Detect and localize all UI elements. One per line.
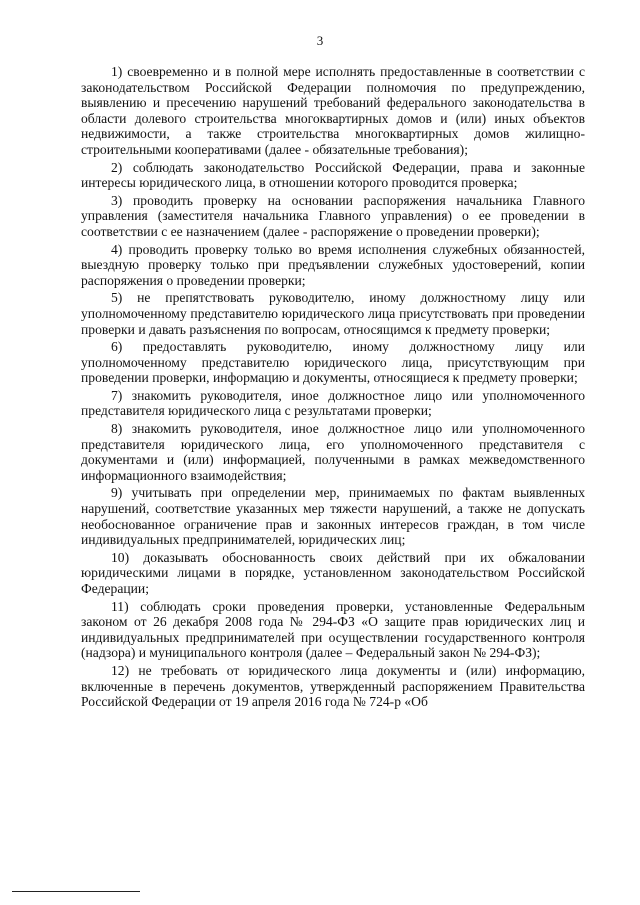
- document-body: [81, 64, 585, 712]
- paragraph-5: 5) не препятствовать руководителю, иному должностному лицу или уполномоченному представителю юридического лица присутствовать при проведении проверки и давать разъяснения по вопросам, относящимся к предмету проверки;: [81, 290, 585, 337]
- paragraph-4: 4) проводить проверку только во время исполнения служебных обязанностей, выездную проверку только при предъявлении служебных удостоверений, копии распоряжения о проведении проверки;: [81, 241, 585, 288]
- paragraph-8: 8) знакомить руководителя, иное должностное лицо или уполномоченного представителя юридического лица, его уполномоченного представителя с документами и (или) информацией, полученными в рамках межведомственного информационного взаимодействия;: [81, 421, 585, 483]
- paragraph-11: 11) соблюдать сроки проведения проверки, установленные Федеральным законом от 26 декабря 2008 года № 294-ФЗ «О защите прав юридических лиц и индивидуальных предпринимателей при осуществлении государственного контроля (надзора) и муниципального контроля (далее – Федеральный закон № 294-ФЗ);: [81, 598, 585, 661]
- footnote-separator: [12, 891, 140, 892]
- page-number: 3: [316, 33, 324, 48]
- paragraph-6: 6) предоставлять руководителю, иному должностному лицу или уполномоченному представителю юридического лица, присутствующим при проведении проверки, информацию и документы, относящиеся к предмету проверки;: [81, 339, 585, 386]
- paragraph-2: 2) соблюдать законодательство Российской Федерации, права и законные интересы юридического лица, в отношении которого проводится проверка;: [81, 159, 585, 191]
- paragraph-1: 1) своевременно и в полной мере исполнять предоставленные в соответствии с законодательством Российской Федерации полномочия по предупреждению, выявлению и пресечению нарушений требований федерального законодательства в области долевого строительства многоквартирных домов и (или) иных объектов недвижимости, а также строительства многоквартирных домов жилищно-строительными кооперативами (далее - обязательные требования);: [81, 64, 585, 157]
- paragraph-7: 7) знакомить руководителя, иное должностное лицо или уполномоченного представителя юридического лица с результатами проверки;: [81, 387, 585, 419]
- paragraph-3: 3) проводить проверку на основании распоряжения начальника Главного управления (заместителя начальника Главного управления) о ее проведении в соответствии с ее назначением (далее - распоряжение о проведении проверки);: [81, 192, 585, 239]
- paragraph-10: 10) доказывать обоснованность своих действий при их обжаловании юридическими лицами в порядке, установленном законодательством Российской Федерации;: [81, 549, 585, 596]
- paragraph-12: 12) не требовать от юридического лица документы и (или) информацию, включенные в перечень документов, утвержденный распоряжением Правительства Российской Федерации от 19 апреля 2016 года № 724-р «Об: [81, 662, 585, 710]
- paragraph-9: 9) учитывать при определении мер, принимаемых по фактам выявленных нарушений, соответствие указанных мер тяжести нарушений, а также не допускать необоснованное ограничение прав и законных интересов граждан, в том числе индивидуальных предпринимателей, юридических лиц;: [81, 485, 585, 548]
